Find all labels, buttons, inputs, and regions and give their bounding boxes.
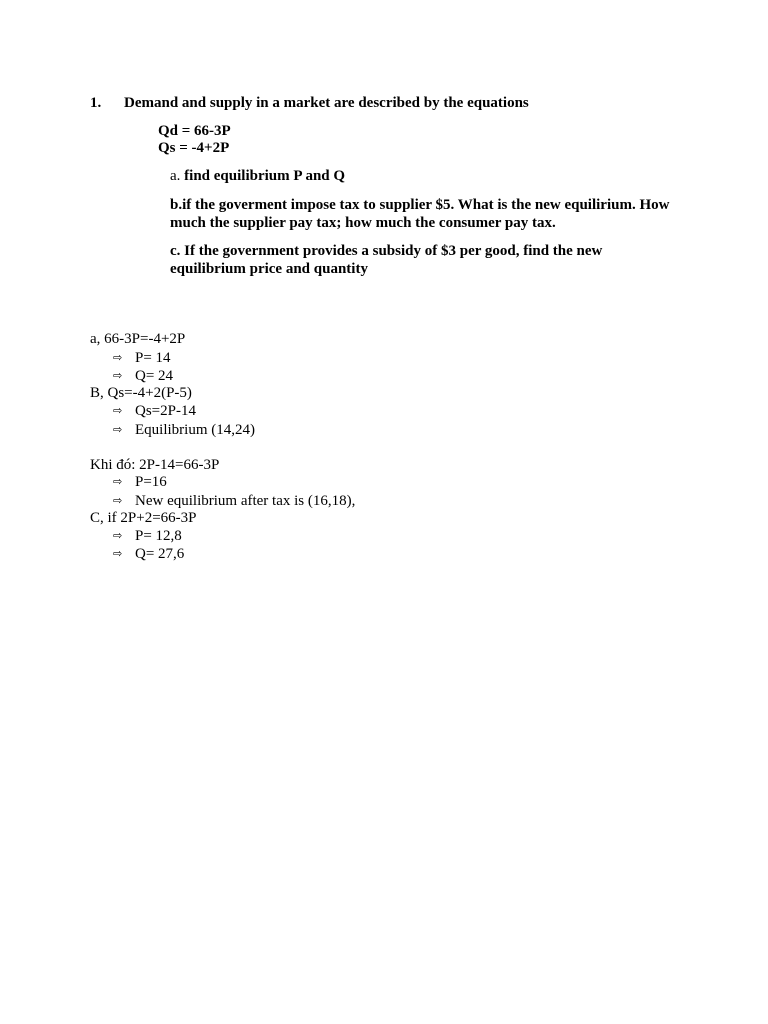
arrow-right-icon: ⇨ xyxy=(113,494,123,507)
arrow-right-icon: ⇨ xyxy=(113,351,123,364)
demand-equation: Qd = 66-3P xyxy=(158,123,231,139)
answer-b-heading: B, Qs=-4+2(P-5) xyxy=(90,385,192,401)
part-c-line-2: equilibrium price and quantity xyxy=(170,261,368,277)
part-c-line-1: c. If the government provides a subsidy of $3 per good, find the new xyxy=(170,243,603,259)
answer-b2-item-text: New equilibrium after tax is (16,18), xyxy=(135,493,356,509)
arrow-right-icon: ⇨ xyxy=(113,547,123,560)
arrow-right-icon: ⇨ xyxy=(113,475,123,488)
answer-c-item xyxy=(113,545,184,563)
part-a-prefix: a. xyxy=(170,168,181,184)
answer-a-item xyxy=(113,349,171,367)
answer-b2-item-text: P=16 xyxy=(135,474,167,490)
question-number: 1. xyxy=(90,95,102,111)
arrow-right-icon: ⇨ xyxy=(113,423,123,436)
answer-b-item xyxy=(113,421,255,439)
supply-equation: Qs = -4+2P xyxy=(158,140,230,156)
answer-b2-heading: Khi đó: 2P-14=66-3P xyxy=(90,457,220,473)
answer-c-item-text: Q= 27,6 xyxy=(135,546,185,562)
answer-c-item-text: P= 12,8 xyxy=(135,528,182,544)
part-a-question xyxy=(170,167,345,185)
answer-a-item xyxy=(113,367,173,385)
part-a-text: find equilibrium P and Q xyxy=(184,168,346,184)
arrow-right-icon: ⇨ xyxy=(113,369,123,382)
answer-c-heading: C, if 2P+2=66-3P xyxy=(90,510,197,526)
part-b-line-2: much the supplier pay tax; how much the consumer pay tax. xyxy=(170,215,556,231)
answer-a-item-text: P= 14 xyxy=(135,350,171,366)
part-b-line-1: b.if the goverment impose tax to supplier $5. What is the new equilirium. How xyxy=(170,197,670,213)
arrow-right-icon: ⇨ xyxy=(113,529,123,542)
answer-a-heading: a, 66-3P=-4+2P xyxy=(90,331,186,347)
arrow-right-icon: ⇨ xyxy=(113,404,123,417)
answer-a-item-text: Q= 24 xyxy=(135,368,174,384)
answer-b-item xyxy=(113,402,196,420)
answer-b-item-text: Qs=2P-14 xyxy=(135,403,196,419)
question-intro: Demand and supply in a market are described by the equations xyxy=(124,95,529,111)
answer-b2-item xyxy=(113,473,167,491)
answer-b-item-text: Equilibrium (14,24) xyxy=(135,422,255,438)
answer-c-item xyxy=(113,527,182,545)
answer-b2-item xyxy=(113,492,355,510)
